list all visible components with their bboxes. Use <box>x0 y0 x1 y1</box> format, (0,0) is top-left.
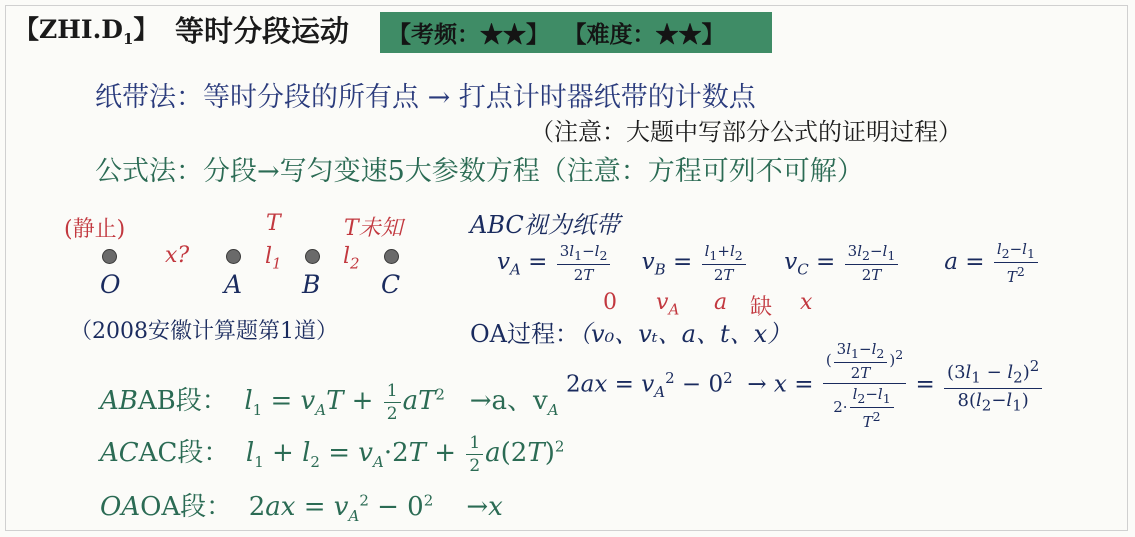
gap-label: x? <box>165 243 190 268</box>
oa-process-params: （v₀、vₜ、a、t、x） <box>579 320 792 348</box>
missing-zero: 0 <box>603 290 617 315</box>
point-b-dot <box>305 249 320 264</box>
t-label-2: T未知 <box>344 216 403 241</box>
missing-va: $v_A$ <box>656 290 680 319</box>
frequency-rating: 【考频：★★】 <box>388 21 549 48</box>
tape-method-label: 纸带法： <box>95 82 203 113</box>
difficulty-rating: 【难度：★★】 <box>575 21 725 48</box>
page-title: 等时分段运动 <box>175 14 350 48</box>
vc-equation: $v_C$ = $\frac{3l_2-l_1}{2T}$ <box>784 249 900 275</box>
point-c-label: C <box>381 270 401 299</box>
l2-label: $l_2$ <box>343 244 360 273</box>
va-equation: $v_A$ = $\frac{3l_1-l_2}{2T}$ <box>497 249 612 275</box>
a-equation: a = $\frac{l_2-l_1}{T^2}$ <box>944 249 1040 275</box>
rest-label: (静止) <box>64 217 126 242</box>
point-o-label: O <box>100 270 121 299</box>
oa-derivation: $2ax = v_A^2 - 0^2 \to x$ = ( $\frac{3l_1-l_2}{2T}$ )$^2$ 2· $\frac{l_2-l_1}{T^2}$ = $\frac{(3l_1 - l_2)^2}{8(l_2-l_1)}$ <box>566 340 1044 431</box>
l1-label: $l_1$ <box>265 244 282 273</box>
formula-method-label: 公式法： <box>95 156 203 187</box>
point-b-label: B <box>302 270 321 299</box>
abc-header: ABC视为纸带 <box>470 211 620 239</box>
missing-a: a <box>714 290 728 315</box>
oa-process-label: OA过程： <box>470 320 580 348</box>
section-code: 【$ZHI.D_1$】 <box>14 15 159 48</box>
point-c-dot <box>384 249 399 264</box>
point-a-dot <box>226 249 241 264</box>
tape-method-note: （注意：大题中写部分公式的证明过程） <box>530 118 962 146</box>
formula-method-text: 分段→写匀变速5大参数方程（注意：方程可列不可解） <box>203 156 864 187</box>
missing-label: 缺 <box>750 295 773 320</box>
tape-method-text: 等时分段的所有点 → 打点计时器纸带的计数点 <box>203 82 756 113</box>
formula-method-line <box>95 149 864 188</box>
rating-badge <box>380 12 772 53</box>
ab-segment-equation: ABAB段： $l_1 = v_AT$ + $\frac{1}{2}$ $aT^2$ →a、$v_A$ <box>100 380 559 424</box>
point-o-dot <box>102 249 117 264</box>
point-a-label: A <box>224 270 243 299</box>
oa-segment-equation: OAOA段： $2ax = v_A^2 - 0^2$ →x <box>100 491 503 526</box>
t-label-1: T <box>266 211 281 236</box>
missing-x: x <box>800 290 813 315</box>
tape-method-line <box>95 75 756 114</box>
velocity-equations <box>497 240 1040 286</box>
vb-equation: $v_B$ = $\frac{l_1+l_2}{2T}$ <box>642 249 748 275</box>
source-note: （2008安徽计算题第1道） <box>70 319 338 344</box>
ac-segment-equation: ACAC段： $l_1 + l_2 = v_A\cdot 2T$ + $\frac{1}{2}$ $a(2T)^2$ <box>100 432 565 476</box>
